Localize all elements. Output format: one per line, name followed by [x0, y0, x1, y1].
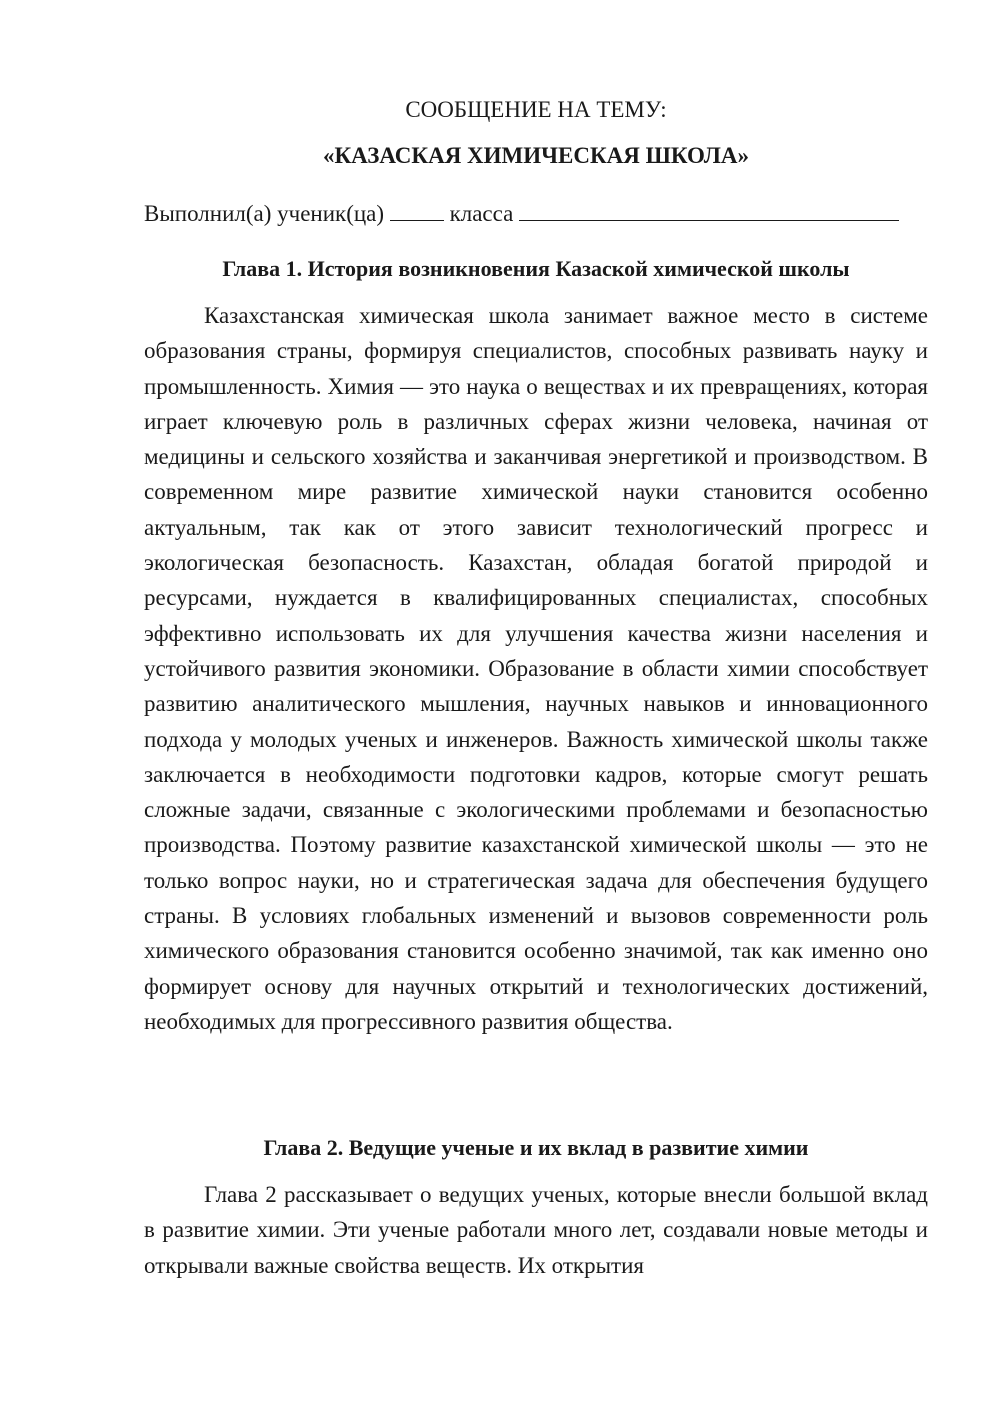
- document-title-line2: «КАЗАСКАЯ ХИМИЧЕСКАЯ ШКОЛА»: [322, 143, 749, 168]
- class-number-blank: [390, 194, 444, 221]
- chapter2-heading: Глава 2. Ведущие ученые и их вклад в развитие химии: [263, 1135, 809, 1160]
- author-class-label: класса: [449, 201, 514, 226]
- author-prefix: Выполнил(а) ученик(ца): [144, 201, 385, 226]
- document-title-line1: СООБЩЕНИЕ НА ТЕМУ:: [405, 97, 667, 122]
- author-line: [144, 194, 928, 232]
- chapter1-heading: Глава 1. История возникновения Казаской химической школы: [222, 256, 850, 281]
- author-name-blank: [519, 194, 899, 221]
- chapter1-paragraph: Казахстанская химическая школа занимает важное место в системе образования страны, формируя специалистов, способных развивать науку и промышленность. Химия — это наука о веществах и их превращениях, которая играет ключевую роль в различных сферах жизни человека, начиная от медицины и сельского хозяйства и заканчивая энергетикой и производством. В современном мире развитие химической науки становится особенно актуальным, так как от этого зависит технологический прогресс и экологическая безопасность. Казахстан, обладая богатой природой и ресурсами, нуждается в квалифицированных специалистах, способных эффективно использовать их для улучшения качества жизни населения и устойчивого развития экономики. Образование в области химии способствует развитию аналитического мышления, научных навыков и инновационного подхода у молодых ученых и инженеров. Важность химической школы также заключается в необходимости подготовки кадров, которые смогут решать сложные задачи, связанные с экологическими проблемами и безопасностью производства. Поэтому развитие казахстанской химической школы — это не только вопрос науки, но и стратегическая задача для обеспечения будущего страны. В условиях глобальных изменений и вызовов современности роль химического образования становится особенно значимой, так как именно оно формирует основу для научных открытий и технологических достижений, необходимых для прогрессивного развития общества.: [144, 303, 928, 1034]
- chapter2-paragraph: Глава 2 рассказывает о ведущих ученых, которые внесли большой вклад в развитие химии. Эти ученые работали много лет, создавали новые методы и открывали важные свойства веществ. Их открытия: [144, 1182, 928, 1278]
